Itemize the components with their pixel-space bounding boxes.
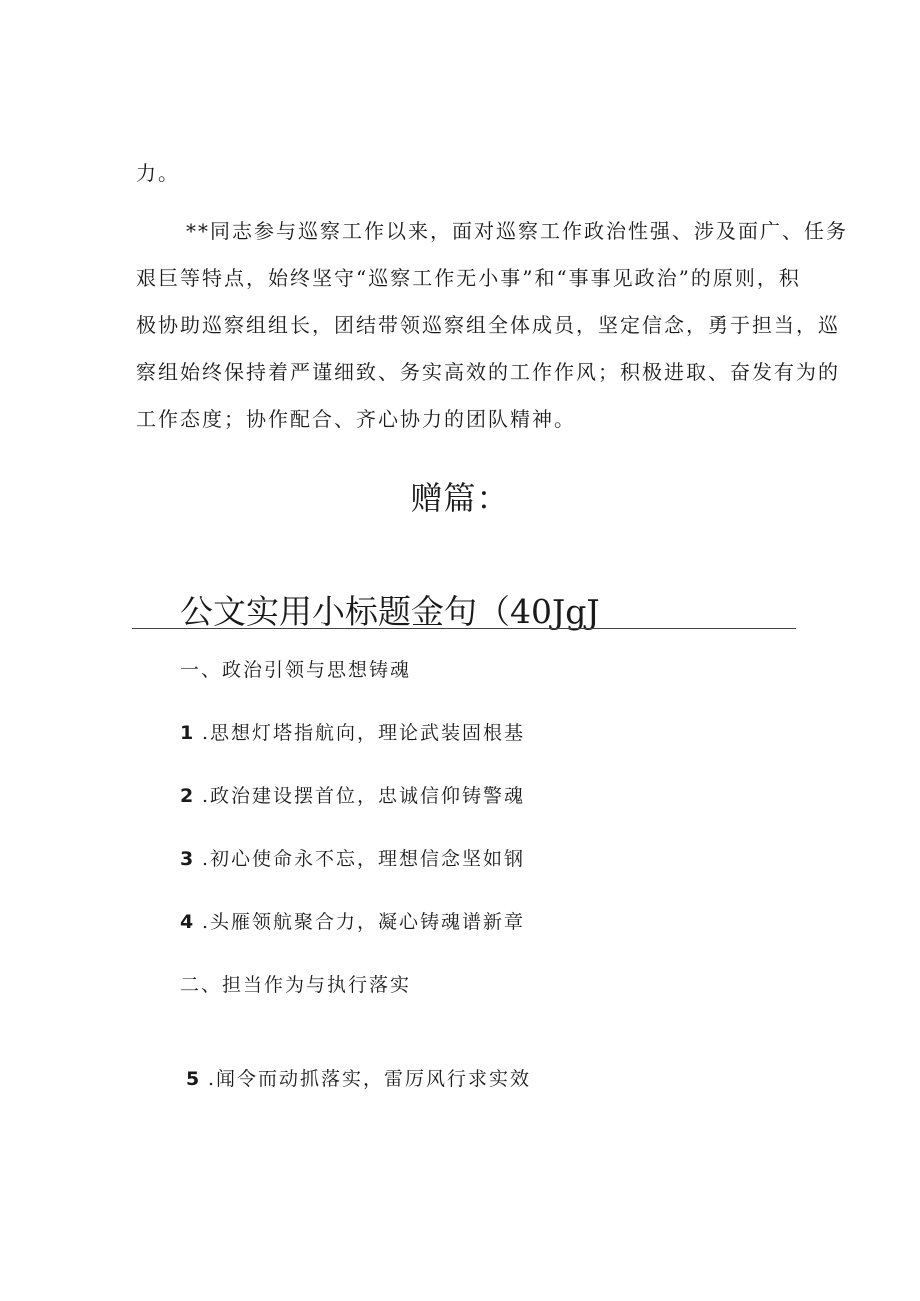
paragraph-line: **同志参与巡察工作以来，面对巡察工作政治性强、涉及面广、任务 xyxy=(186,219,848,243)
paragraph-line: 艰巨等特点，始终坚守“巡察工作无小事”和“事事见政治”的原则，积 xyxy=(136,266,801,290)
item-text: .闻令而动抓落实，雷厉风行求实效 xyxy=(208,1068,532,1090)
section-heading-2: 二、担当作为与执行落实 xyxy=(180,974,412,996)
title-underline xyxy=(132,628,796,629)
list-item xyxy=(180,783,525,809)
item-number: 1 xyxy=(180,722,194,744)
item-number: 4 xyxy=(180,911,194,933)
item-text: .政治建设摆首位，忠诚信仰铸警魂 xyxy=(202,785,526,807)
list-item xyxy=(180,846,525,872)
item-number: 5 xyxy=(186,1068,200,1090)
gift-heading: 赠篇： xyxy=(410,479,510,517)
item-number: 2 xyxy=(180,785,194,807)
paragraph-line: 极协助巡察组组长，团结带领巡察组全体成员，坚定信念，勇于担当，巡 xyxy=(136,313,840,337)
section-heading-1: 一、政治引领与思想铸魂 xyxy=(180,659,412,681)
paragraph-continuation: 力。 xyxy=(136,161,180,185)
paragraph-line: 工作态度；协作配合、齐心协力的团队精神。 xyxy=(136,407,576,431)
list-item xyxy=(180,909,525,935)
item-text: .头雁领航聚合力，凝心铸魂谱新章 xyxy=(202,911,526,933)
item-number: 3 xyxy=(180,848,194,870)
list-item xyxy=(186,1066,531,1092)
item-text: .思想灯塔指航向，理论武装固根基 xyxy=(202,722,526,744)
paragraph-line: 察组始终保持着严谨细致、务实高效的工作作风；积极进取、奋发有为的 xyxy=(136,360,840,384)
item-text: .初心使命永不忘，理想信念坚如钢 xyxy=(202,848,526,870)
document-title: 公文实用小标题金句（40JgJ xyxy=(180,592,600,631)
list-item xyxy=(180,720,525,746)
